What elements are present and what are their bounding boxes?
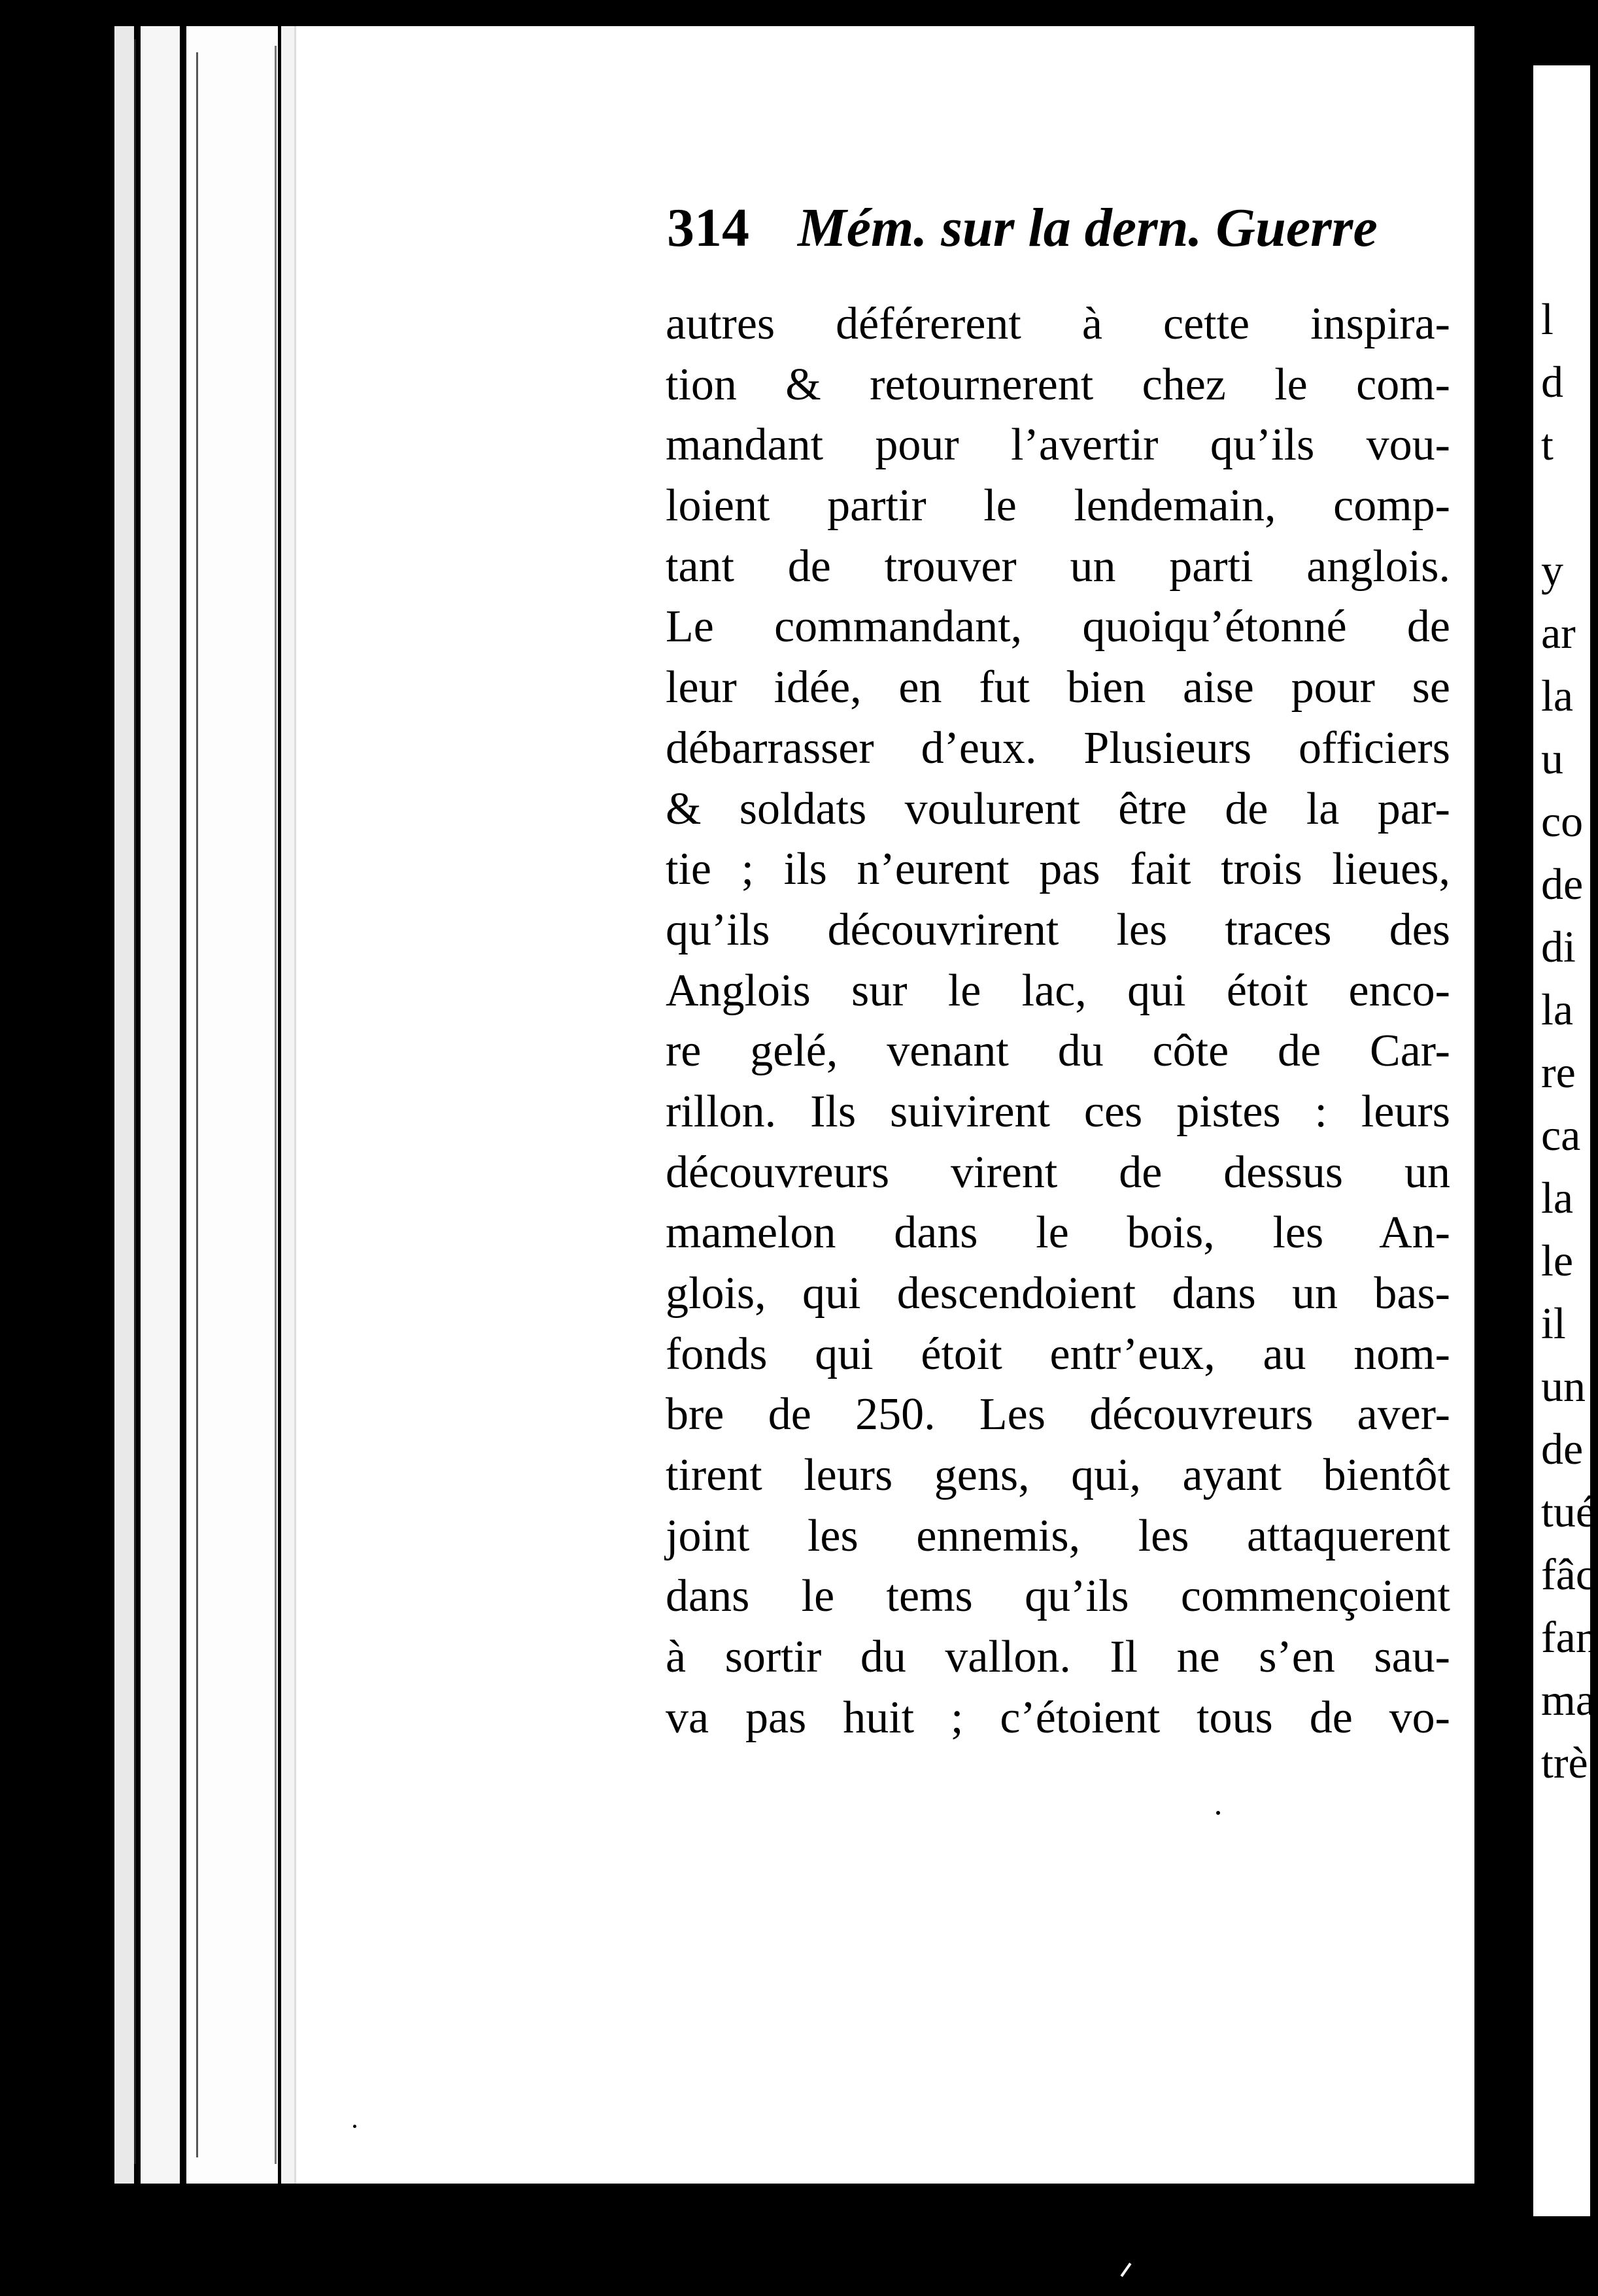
facing-page-fragment: t	[1541, 420, 1554, 469]
facing-page-fragment: fâc	[1541, 1549, 1596, 1599]
facing-page-fragment: la	[1541, 671, 1574, 720]
facing-page-fragment: le	[1541, 1236, 1574, 1285]
text-line: bre de 250. Les découvreurs aver-	[666, 1389, 1450, 1440]
facing-page-fragment: tué	[1541, 1487, 1596, 1536]
page-edge-line	[275, 46, 277, 2164]
facing-page-fragment: la	[1541, 1173, 1574, 1223]
running-title: Mém. sur la dern. Guerre	[798, 197, 1378, 258]
page-edge-stack	[114, 26, 134, 2184]
text-line: fonds qui étoit entr’eux, au nom-	[666, 1328, 1450, 1379]
facing-page-fragment: ar	[1541, 608, 1576, 658]
facing-page-fragment: de	[1541, 1424, 1584, 1474]
text-line: débarrasser d’eux. Plusieurs officiers	[666, 722, 1450, 773]
text-line: autres déférerent à cette inspira-	[666, 299, 1450, 349]
facing-page-fragment: re	[1541, 1047, 1576, 1097]
text-line: joint les ennemis, les attaquerent	[666, 1510, 1450, 1561]
text-line: rillon. Ils suivirent ces pistes : leurs	[666, 1086, 1450, 1137]
facing-page-fragment: ca	[1541, 1110, 1581, 1160]
text-line: tion & retournerent chez le com-	[666, 359, 1450, 410]
text-line: mamelon dans le bois, les An-	[666, 1207, 1450, 1258]
facing-page-fragment: il	[1541, 1298, 1566, 1348]
facing-page-fragment: d	[1541, 357, 1563, 407]
text-line: leur idée, en fut bien aise pour se	[666, 662, 1450, 713]
running-head	[667, 196, 1399, 260]
text-line: & soldats voulurent être de la par-	[666, 783, 1450, 834]
text-line: va pas huit ; c’étoient tous de vo-	[666, 1692, 1450, 1743]
text-line: tirent leurs gens, qui, ayant bientôt	[666, 1450, 1450, 1501]
facing-page-fragment: trè	[1541, 1738, 1588, 1787]
book-gutter	[1474, 26, 1533, 2229]
scan-speck	[1120, 2263, 1131, 2277]
text-line: à sortir du vallon. Il ne s’en sau-	[666, 1632, 1450, 1683]
text-line: qu’ils découvrirent les traces des	[666, 904, 1450, 955]
text-line: loient partir le lendemain, comp-	[666, 481, 1450, 532]
facing-page-fragment: un	[1541, 1361, 1586, 1411]
facing-page-fragment: de	[1541, 859, 1584, 909]
text-line: découvreurs virent de dessus un	[666, 1147, 1450, 1198]
page-edge-stack	[186, 26, 278, 2184]
page-number: 314	[667, 197, 749, 258]
facing-page-fragment: ma	[1541, 1675, 1596, 1725]
scan-speck	[353, 2125, 356, 2128]
body-text	[666, 294, 1450, 1749]
text-line: dans le tems qu’ils commençoient	[666, 1571, 1450, 1622]
text-line: re gelé, venant du côte de Car-	[666, 1026, 1450, 1077]
text-line: mandant pour l’avertir qu’ils vou-	[666, 420, 1450, 471]
facing-page-fragment: u	[1541, 734, 1563, 783]
page-edge-line	[196, 52, 198, 2157]
page-edge-line	[134, 39, 136, 2164]
text-line: tie ; ils n’eurent pas fait trois lieues,	[666, 844, 1450, 895]
text-line: tant de trouver un parti anglois.	[666, 541, 1450, 592]
facing-page-fragment: y	[1541, 545, 1563, 595]
facing-page	[1533, 65, 1598, 2216]
text-line: glois, qui descendoient dans un bas-	[666, 1268, 1450, 1319]
text-line: Anglois sur le lac, qui étoit enco-	[666, 965, 1450, 1016]
facing-page-fragment: di	[1541, 922, 1576, 971]
text-line: Le commandant, quoiqu’étonné de	[666, 601, 1450, 652]
facing-page-fragment: la	[1541, 985, 1574, 1034]
facing-page-fragment: fan	[1541, 1612, 1598, 1662]
facing-page-fragment: co	[1541, 796, 1584, 846]
scan-speck	[1216, 1811, 1220, 1815]
page-edge-stack	[141, 26, 180, 2184]
facing-page-fragment: l	[1541, 294, 1554, 344]
